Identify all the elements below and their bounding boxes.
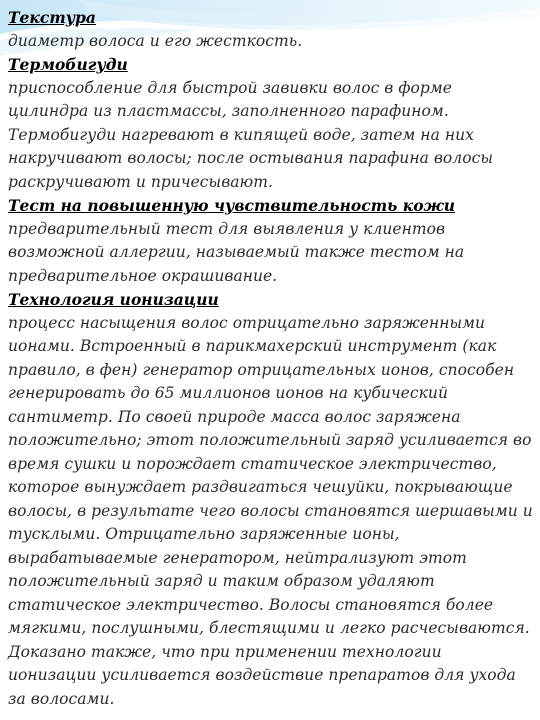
term-heading: Термобигуди — [8, 55, 128, 74]
glossary-entry — [8, 6, 534, 53]
term-definition: диаметр волоса и его жесткость. — [8, 31, 303, 50]
glossary-entry — [8, 194, 534, 288]
term-definition: приспособление для быстрой завивки волос в форме цилиндра из пластмассы, заполненного парафином. Термобигуди нагревают в кипящей воде, затем на них накручивают волосы; после остывания парафина волосы раскручивают и причесывают. — [8, 78, 494, 191]
term-heading: Тест на повышенную чувствительность кожи — [8, 196, 456, 215]
term-definition: процесс насыщения волос отрицательно заряженными ионами. Встроенный в парикмахерский инструмент (как правило, в фен) генератор отрицательных ионов, способен генерировать до 65 миллионов ионов на кубический сантиметр. По своей природе масса волос заряжена положительно; этот положительный заряд усиливается во время сушки и порождает статическое электричество, которое вынуждает раздвигаться чешуйки, покрывающие волосы, в результате чего волосы становятся шершавыми и тусклыми. Отрицательно заряженные ионы, вырабатываемые генератором, нейтрализуют этот положительный заряд и таким образом удаляют статическое электричество. Волосы становятся более мягкими, послушными, блестящими и легко расчесываются. Доказано также, что при применении технологии ионизации усиливается воздействие препаратов для ухода за волосами. — [8, 313, 533, 708]
glossary-entry — [8, 53, 534, 194]
glossary-entry — [8, 288, 534, 711]
term-heading: Текстура — [8, 8, 96, 27]
term-heading: Технология ионизации — [8, 290, 219, 309]
term-definition: предварительный тест для выявления у клиентов возможной аллергии, называемый также тестом на предварительное окрашивание. — [8, 219, 465, 285]
glossary-page — [8, 6, 534, 711]
